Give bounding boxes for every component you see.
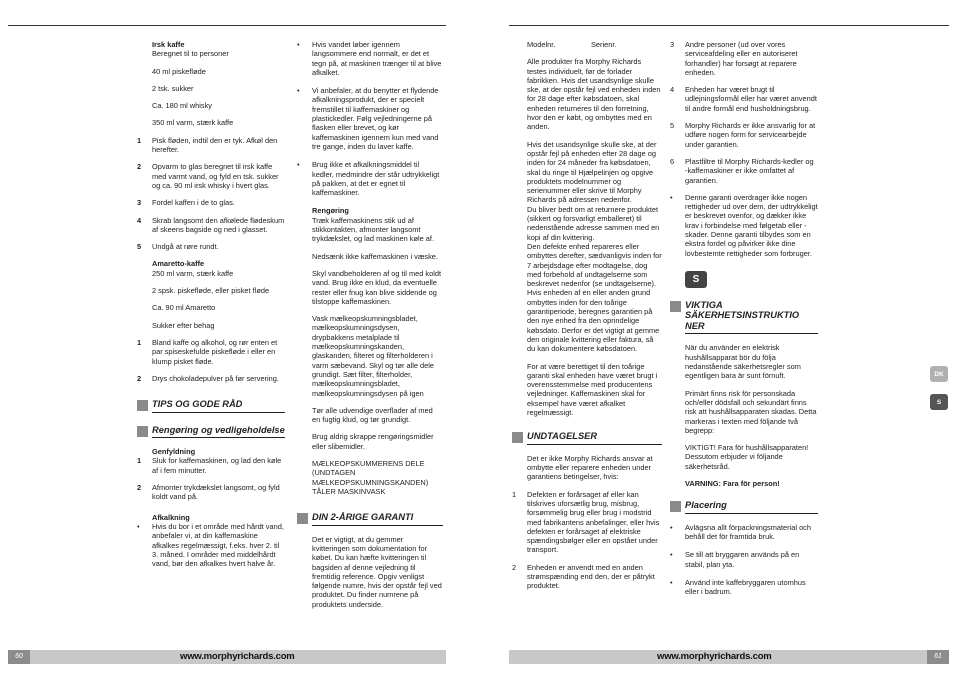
model-serial-row <box>527 40 662 49</box>
left-column-1 <box>137 40 285 577</box>
bullet-icon: • <box>670 577 673 587</box>
bullet-item: • Avlägsna allt förpackningsmaterial och behåll det för framtida bruk. <box>670 522 811 542</box>
language-s-badge: S <box>685 271 707 288</box>
paragraph: Vask mælkeopskumningsbladet, mælkeopskumningsdysen, drypbakkens metalplade til mælkeopskumningskanden, glaskanden, filteret og filterholderen i varm sæbevand. Skyl og tør alle dele grundigt. Sæt filter, filterholder, mælkeopskumningsbladet, mælkeopskumningsdysen på igen <box>312 314 434 398</box>
section-heading: Placering <box>670 500 818 514</box>
bullet-item: • Hvis vandet løber igennem langsommere end normalt, er det et tegn på, at maskinen trænger til at blive afkalket. <box>297 40 442 77</box>
recipe-title: Irsk kaffe <box>152 40 185 49</box>
subheading: Genfyldning <box>152 447 196 457</box>
paragraph: Nedsænk ikke kaffemaskinen i væske. <box>312 251 438 261</box>
paragraph: VIKTIGT! Fara för hushållsapparaten! Dessutom erbjuder vi följande säkerhetsråd. <box>685 443 809 471</box>
section-heading: Rengøring og vedligeholdelse <box>137 425 285 439</box>
left-column-2 <box>297 40 443 617</box>
recipe-serves: Beregnet til to personer <box>152 49 229 59</box>
ingredient: 2 spsk. piskefløde, eller pisket fløde <box>152 286 270 296</box>
ingredient: 250 ml varm, stærk kaffe <box>152 268 234 278</box>
heading-square-icon <box>137 400 148 411</box>
right-column-4 <box>670 40 818 606</box>
paragraph: Skyl vandbeholderen af og til med koldt vand. Brug ikke en klud, da eventuelle rester eller fnug kan blive siddende og tilstoppe kaffemaskinen. <box>312 268 442 306</box>
numbered-item: 5 Morphy Richards er ikke ansvarlig for at udføre nogen form for servicearbejde under garantien. <box>670 121 816 149</box>
numbered-item: 4 Enheden har været brugt til udlejningsformål eller har været anvendt til andre formål end husholdningsbrug. <box>670 85 817 113</box>
bullet-icon: • <box>670 192 673 202</box>
paragraph: Primärt finns risk för personskada och/eller dödsfall och sekundärt finns risk att hushållsapparaten skadas. Detta markeras i texten med följande två begrepp: <box>685 388 817 435</box>
numbered-item: 1 Defekten er forårsaget af eller kan tilskrives uforsætlig brug, misbrug, forsømmelig brug eller brug i modstrid med fabrikantens anbefalinger, eller hvis defekten er forårsaget af elektriske spændingsbølger eller en opstået under transport. <box>512 489 660 555</box>
recipe-title: Amaretto-kaffe <box>152 259 205 269</box>
recipe-step: 1 Pisk fløden, indtil den er tyk. Afkøl den herefter. <box>137 135 278 155</box>
bullet-item: • Använd inte kaffebryggaren utomhus eller i badrum. <box>670 577 806 597</box>
heading-square-icon <box>512 432 523 443</box>
right-page <box>477 0 954 677</box>
subheading: Rengøring <box>312 206 349 216</box>
ingredient: 2 tsk. sukker <box>152 83 194 93</box>
recipe-step: 2 Opvarm to glas beregnet til irsk kaffe med varmt vand, og fyld en tsk. sukker og ca. 90 ml irsk whisky i hvert glas. <box>137 162 279 190</box>
footer-url[interactable]: www.morphyrichards.com <box>180 651 295 662</box>
paragraph: När du använder en elektrisk hushållsapparat bör du följa nedanstående säkerhetsregler som egentligen bara är sunt förnuft. <box>685 343 801 381</box>
top-rule <box>8 25 446 26</box>
bullet-icon: • <box>297 86 300 96</box>
recipe-step: 1 Bland kaffe og alkohol, og rør enten et par spiseskefulde piskefløde i eller en klump pisket fløde. <box>137 337 278 366</box>
subheading: Afkalkning <box>152 512 190 522</box>
footer-url[interactable]: www.morphyrichards.com <box>657 651 772 662</box>
warning-text: MÆLKEOPSKUMMERENS DELE (UNDTAGEN MÆLKEOPSKUMNINGSKANDEN) TÅLER MASKINVASK <box>312 458 429 496</box>
section-heading: DIN 2-ÅRIGE GARANTI <box>297 512 443 526</box>
bullet-icon: • <box>670 550 673 560</box>
recipe-step: 5 Undgå at røre rundt. <box>137 242 219 252</box>
numbered-item: 2 Enheden er anvendt med en anden strømspænding end den, der er påtrykt produktet. <box>512 562 655 591</box>
bullet-icon: • <box>297 40 300 49</box>
paragraph: Træk kaffemaskinens stik ud af stikkontakten, afmonter langsomt trykdækslet, og lad maskinen køle af. <box>312 215 434 244</box>
bullet-item: • Hvis du bor i et område med hårdt vand, anbefaler vi, at din kaffemaskine afkalkes regelmæssigt, f.eks. hver 2. til 3. måned. I områder med middelhårdt vand, bør den afkalkes hvert halve år. <box>137 521 284 569</box>
numbered-item: 2 Afmonter trykdækslet langsomt, og fyld koldt vand på. <box>137 483 280 502</box>
recipe-step: 2 Drys chokoladepulver på før servering. <box>137 373 279 383</box>
ingredient: Ca. 90 ml Amaretto <box>152 303 216 313</box>
page-number: 61 <box>927 650 949 664</box>
bullet-item: • Vi anbefaler, at du benytter et flydende afkalkningsprodukt, der er specielt fremstillet til kaffemaskiner og plastickedler. Følg vejledningerne på flasken eller brevet, og kør kaffemaskinen igennem kun med vand tre gange, inden du laver kaffe. <box>297 86 439 151</box>
ingredient: Ca. 180 ml whisky <box>152 101 212 111</box>
paragraph: Brug aldrig skrappe rengøringsmidler eller slibemidler. <box>312 432 434 451</box>
recipe-step: 4 Skrab langsomt den afkølede flødeskum af skeens bagside og ned i glasset. <box>137 215 285 234</box>
numbered-item: 3 Andre personer (ud over vores serviceafdeling eller en autoriseret forhandler) har forsøgt at reparere enheden. <box>670 40 798 77</box>
paragraph: Tør alle udvendige overflader af med en fugtig klud, og tør grundigt. <box>312 405 433 425</box>
ingredient: 40 ml piskefløde <box>152 66 206 76</box>
heading-square-icon <box>670 301 681 312</box>
page-number: 60 <box>8 650 30 664</box>
bullet-icon: • <box>297 160 300 170</box>
model-label: Modelnr. <box>527 40 556 49</box>
paragraph: Hvis det usandsynlige skulle ske, at der opstår fejl på enheden efter 28 dage og inden for 24 måneder fra købsdatoen, skal du ringe til Hjælpelinjen og opgive produktets modelnummer og serienummer eller skrive til Morphy Richards på adressen nedenfor. <box>527 139 657 205</box>
serial-label: Serienr. <box>591 40 617 49</box>
top-rule <box>509 25 949 26</box>
warning-label: VARNING: Fara för person! <box>685 479 780 488</box>
heading-square-icon <box>137 426 148 437</box>
bullet-icon: • <box>670 522 673 532</box>
recipe-step: 3 Fordel kaffen i de to glas. <box>137 198 235 208</box>
section-heading: TIPS OG GODE RÅD <box>137 399 285 413</box>
ingredient: 350 ml varm, stærk kaffe <box>152 118 234 128</box>
ingredient: Sukker efter behag <box>152 320 215 330</box>
section-heading: VIKTIGA SÄKERHETSINSTRUKTIO NER <box>670 300 818 335</box>
bullet-item: • Se till att bryggaren används på en stabil, plan yta. <box>670 550 800 569</box>
bullet-item: • Denne garanti overdrager ikke nogen rettigheder ud over dem, der udtrykkeligt er beskrevet ovenfor, og dækker ikke krav i forbindelse med følgetab eller -skader. Denne garanti tilbydes som en ekstra fordel og påvirker ikke dine lovbestemte rettigheder som forbruger. <box>670 192 818 258</box>
numbered-item: 1 Sluk for kaffemaskinen, og lad den køle af i fem minutter. <box>137 456 282 475</box>
right-column-3 <box>512 40 662 599</box>
language-tab-s[interactable]: S <box>930 394 948 410</box>
paragraph: Alle produkter fra Morphy Richards testes individuelt, før de forlader fabrikken. Hvis det usandsynlige skulle ske, at der opstår fejl ved enheden inden for 28 dage efter købsdatoen, skal enheden returneres til den forretning, hvor den er købt, og ombyttes med en anden. <box>527 57 661 132</box>
bullet-icon: • <box>137 521 140 531</box>
paragraph: Det er ikke Morphy Richards ansvar at ombytte eller reparere enheden under garantiens betingelser, hvis: <box>527 453 653 482</box>
paragraph: Den defekte enhed repareres eller ombyttes derefter, sædvanligvis inden for 7 arbejdsdage efter modtagelse, dog med forbehold af undtagelserne som beskrevet nedenfor (se undtagelserne). Hvis enheden af en eller anden grund ombyttes inden for den toårige garantiperiode, beregnes garantien på den nye enhed fra den oprindelige købsdato. Derfor er det vigtigt at gemme den originale kvittering eller faktura, så du kan dokumentere købsdatoen. <box>527 241 662 354</box>
section-heading: UNDTAGELSER <box>512 431 662 445</box>
numbered-item: 6 Plastfiltre til Morphy Richards-kedler og -kaffemaskiner er ikke omfattet af garantien. <box>670 156 814 185</box>
heading-square-icon <box>297 513 308 524</box>
language-tab-dk[interactable]: DK <box>930 366 948 382</box>
paragraph: For at være berettiget til den toårige garanti skal enheden have været brugt i overensstemmelse med producentens vejledninger. Kaffemaskinen skal for eksempel have været afkalket regelmæssigt. <box>527 361 658 417</box>
bullet-item: • Brug ikke et afkalkningsmiddel til kedler, medmindre der står udtrykkeligt på pakken, at det er egnet til kaffemaskiner. <box>297 160 440 198</box>
heading-square-icon <box>670 501 681 512</box>
paragraph: Det er vigtigt, at du gemmer kvitteringen som dokumentation for købet. Du kan hæfte kvitteringen til bagsiden af denne vejledning til fremtidig reference. Opgiv venligst følgende numre, hvis der opstår fejl ved produktet. Du finder numrene på produktets underside. <box>312 534 442 609</box>
paragraph: Du bliver bedt om at returnere produktet (sikkert og forsvarligt emballeret) til nedenstående adresse sammen med en kopi af din kvittering. <box>527 204 660 242</box>
